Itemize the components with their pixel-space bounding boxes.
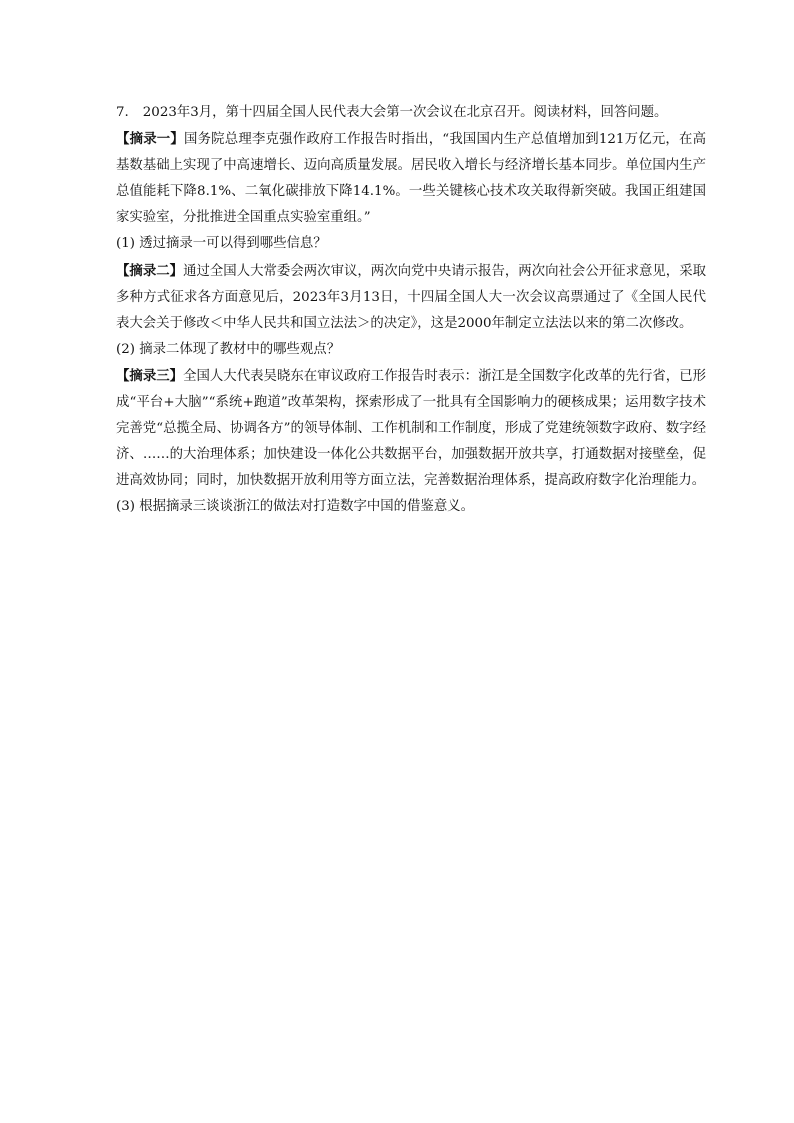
question-block [116,100,706,521]
excerpt-3 [116,363,706,494]
excerpt-1 [116,126,706,231]
subquestion-3: (3) 根据摘录三谈谈浙江的做法对打造数字中国的借鉴意义。 [116,499,474,515]
question-stem [116,100,706,126]
excerpt-1-text: 国务院总理李克强作政府工作报告时指出，“我国国内生产总值增加到121万亿元，在高基数基础上实现了中高速增长、迈向高质量发展。居民收入增长与经济增长基本同步。单位国内生产总值能耗下降8.1%、二氧化碳排放下降14.1%。一些关键核心技术攻关取得新突破。我国正组建国家实验室，分批推进全国重点实验室重组。” [116,132,707,226]
question-stem-text: 2023年3月，第十四届全国人民代表大会第一次会议在北京召开。阅读材料，回答问题。 [142,105,668,120]
question-number: 7. [116,105,129,120]
excerpt-2-text: 通过全国人大常委会两次审议，两次向党中央请示报告，两次向社会公开征求意见，采取多种方式征求各方面意见后，2023年3月13日，十四届全国人大一次会议高票通过了《全国人民代表大会关于修改＜中华人民共和国立法法＞的决定》，这是2000年制定立法法以来的第二次修改。 [116,263,707,331]
excerpt-2 [116,258,706,337]
excerpt-3-text: 全国人大代表吴晓东在审议政府工作报告时表示：浙江是全国数字化改革的先行省，已形成“平台+大脑”“系统+跑道”改革架构，探索形成了一批具有全国影响力的硬核成果；运用数字技术完善党“总揽全局、协调各方”的领导体制、工作机制和工作制度，形成了党建统领数字政府、数字经济、……的大治理体系；加快建设一体化公共数据平台，加强数据开放共享，打通数据对接壁垒，促进高效协同；同时，加快数据开放利用等方面立法，完善数据治理体系，提高政府数字化治理能力。 [116,368,707,489]
subquestion-2: (2) 摘录二体现了教材中的哪些观点？ [116,341,341,357]
excerpt-2-tag: 【摘录二】 [116,262,184,279]
excerpt-3-tag: 【摘录三】 [116,367,184,384]
subquestion-1: (1) 透过摘录一可以得到哪些信息？ [116,236,327,252]
excerpt-1-tag: 【摘录一】 [116,131,184,148]
